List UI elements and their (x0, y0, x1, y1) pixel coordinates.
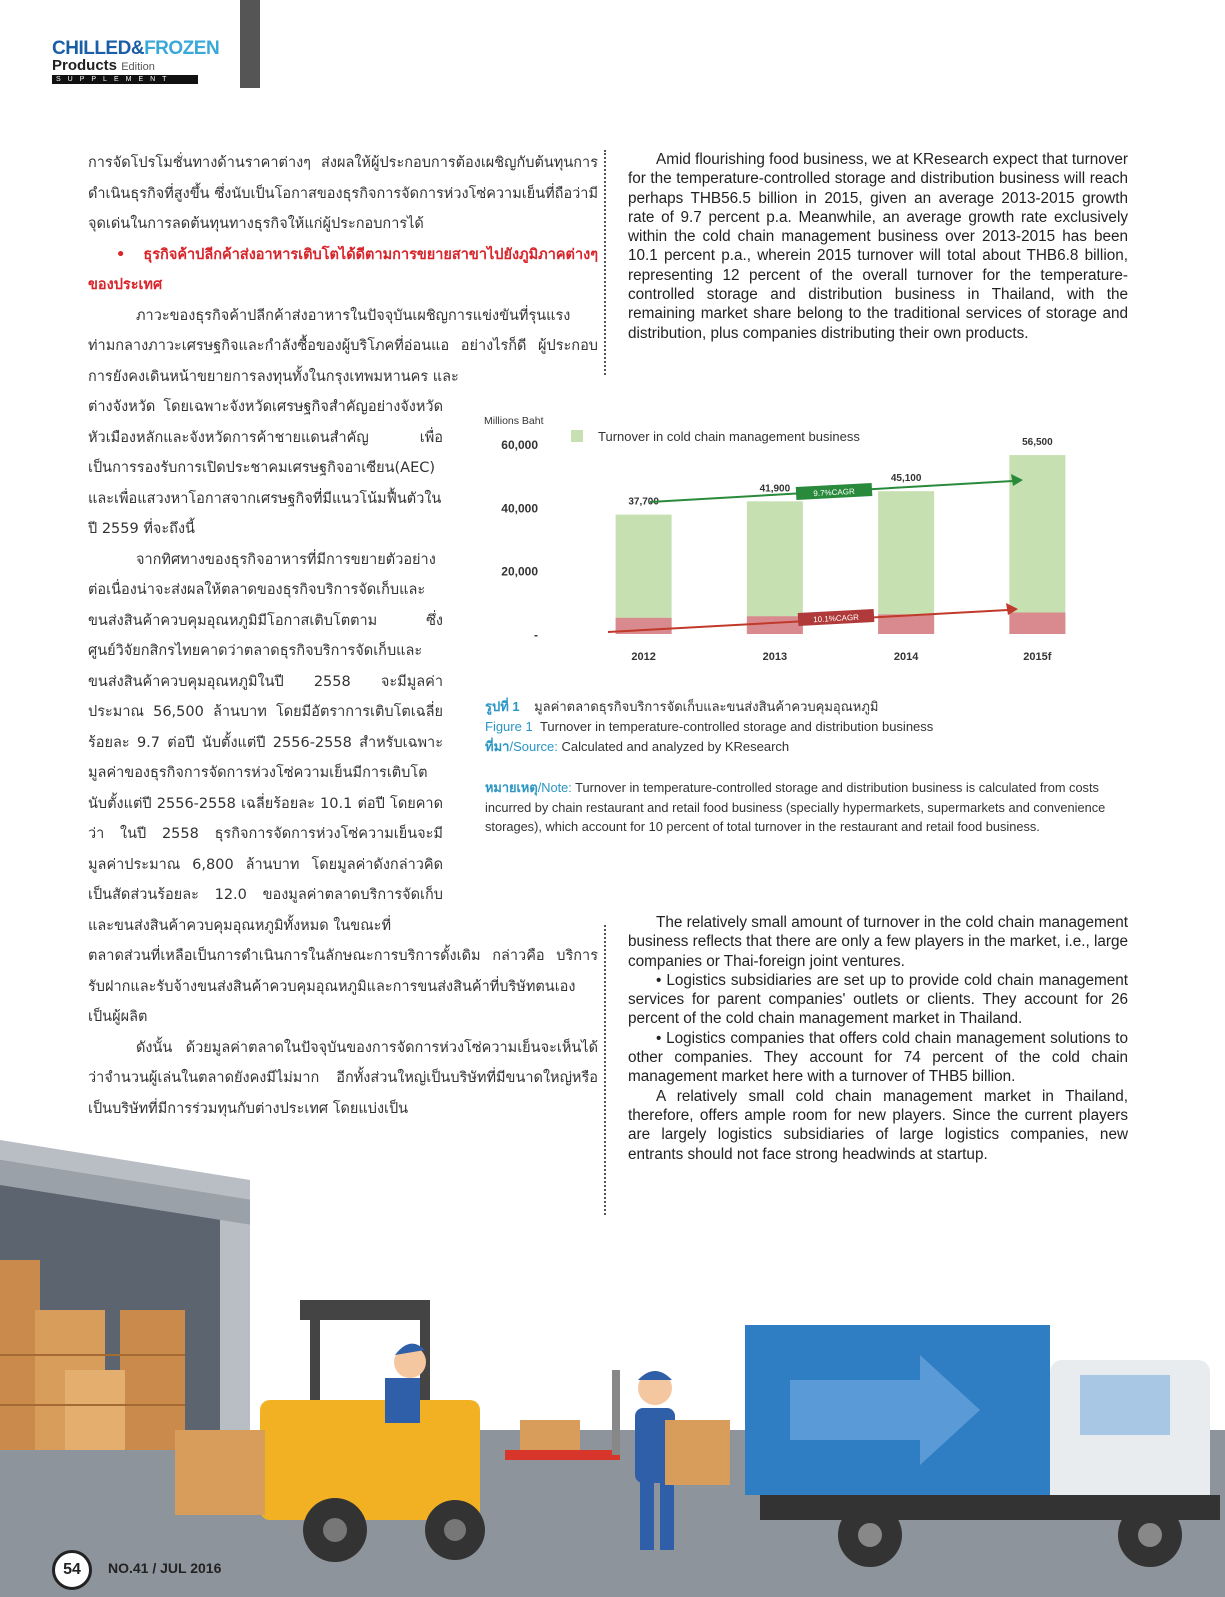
bar-cold-chain (747, 616, 803, 634)
source-label-en: /Source: (509, 739, 558, 754)
legend-swatch (571, 430, 583, 442)
caption-label-th: รูปที่ 1 (485, 699, 520, 714)
thai-paragraph: การจัดโปรโมชั่นทางด้านราคาต่างๆ ส่งผลให้ผู้ประกอบการต้องเผชิญกับต้นทุนการดำเนินธุรกิจที่สูงขึ้น ซึ่งนับเป็นโอกาสของธุรกิจการจัดการห่วงโซ่ความเย็นที่ถือว่ามีจุดเด่นในการลดต้นทุนทางธุรกิจให้แก่ผู้ประกอบการได้ (88, 155, 598, 232)
english-paragraph: The relatively small amount of turnover in the cold chain management business reflects that there are only a few players in the market, i.e., large companies or Thai-foreign joint ventures. (628, 914, 1128, 970)
english-paragraph: A relatively small cold chain management market in Thailand, therefore, offers ample room for new players. Since the current players are largely logistics subsidiaries of large logistics companies, new entrants should not face strong headwinds at startup. (628, 1087, 1128, 1163)
logo-supplement: SUPPLEMENT (52, 75, 198, 84)
logistics-illustration (0, 1140, 1225, 1597)
data-label: 45,100 (890, 473, 922, 485)
thai-paragraph: จากทิศทางของธุรกิจอาหารที่มีการขยายตัวอย่างต่อเนื่องน่าจะส่งผลให้ตลาดของธุรกิจบริการจัดเก็บและขนส่งสินค้าควบคุมอุณหภูมิมีโอกาสเติบโตตาม ซึ่งศูนย์วิจัยกสิกรไทยคาดว่าตลาดธุรกิจบริการจัดเก็บและขนส่งสินค้าควบคุมอุณหภูมิในปี 2558 จะมีมูลค่าประมาณ 56,500 ล้านบาท โดยมีอัตราการเติบโตเฉลี่ยร้อยละ 9.7 ต่อปี นับตั้งแต่ปี 2556-2558 สำหรับเฉพาะมูลค่าของธุรกิจการจัดการห่วงโซ่ความเย็นมีการเติบโตนับตั้งแต่ปี 2556-2558 เฉลี่ยร้อยละ 10.1 ต่อปี โดยคาดว่า ในปี 2558 ธุรกิจการจัดการห่วงโซ่ความเย็นจะมีมูลค่าประมาณ 6,800 ล้านบาท โดยมูลค่าดังกล่าวคิดเป็นสัดส่วนร้อยละ 12.0 ของมูลค่าตลาดบริการจัดเก็บและขนส่งสินค้าควบคุมอุณหภูมิทั้งหมด ในขณะที่ (88, 551, 443, 934)
magazine-logo (52, 38, 219, 84)
caption-text-th: มูลค่าตลาดธุรกิจบริการจัดเก็บและขนส่งสินค้าควบคุมอุณหภูมิ (534, 699, 879, 714)
bar-total (747, 501, 803, 634)
header-bar (240, 0, 260, 88)
caption-text-en: Turnover in temperature-controlled storage and distribution business (539, 719, 934, 734)
thai-paragraph: ภาวะของธุรกิจค้าปลีกค้าส่งอาหารในปัจจุบันเผชิญการแข่งขันที่รุนแรงท่ามกลางภาวะเศรษฐกิจและกำลังซื้อของผู้บริโภคที่อ่อนแอ อย่างไรก็ดี ผู้ประกอบการยังคงเดินหน้าขยายการลงทุนทั้งในกรุงเทพมหานคร และ (88, 307, 598, 385)
page-number: 54 (52, 1550, 92, 1590)
data-label: 41,900 (759, 483, 791, 495)
logo-subtitle: Products Edition (52, 57, 155, 74)
english-bullet: • Logistics companies that offers cold chain management solutions to other companies. They account for 74 percent of the cold chain management market here with a turnover of THB5 billion. (628, 1029, 1128, 1086)
figure-note (485, 778, 1125, 837)
y-tick-label: 60,000 (501, 438, 538, 452)
bar-total (616, 515, 672, 634)
bar-cold-chain (1009, 612, 1065, 634)
data-label: 56,500 (1022, 437, 1053, 449)
cagr-label-cold: 10.1%CAGR (812, 612, 860, 625)
figure-caption (485, 697, 1125, 757)
thai-paragraph: ต่างจังหวัด โดยเฉพาะจังหวัดเศรษฐกิจสำคัญอย่างจังหวัดหัวเมืองหลักและจังหวัดการค้าชายแดนสำคัญ เพื่อเป็นการรองรับการเปิดประชาคมเศรษฐกิจอาเซียน(AEC) และเพื่อแสวงหาโอกาสจากเศรษฐกิจที่มีแนวโน้มฟื้นตัวในปี 2559 ที่จะถึงนี้ (88, 399, 443, 537)
bar-total (878, 491, 934, 634)
source-label-th: ที่มา (485, 739, 510, 754)
turnover-bar-chart (478, 410, 1110, 680)
english-paragraph: Amid flourishing food business, we at KResearch expect that turnover for the temperature-controlled storage and distribution business will reach perhaps THB56.5 billion in 2015, given an average 2013-2015 growth rate of 9.7 percent p.a. Meanwhile, an average growth rate exclusively within the cold chain management business over 2013-2015 has been 10.1 percent p.a., wherein 2015 turnover will total about THB6.8 billion, representing 12 percent of the overall turnover for the temperature-controlled storage and distribution business in Thailand, with the remaining market share belong to the traditional services of storage and distribution, plus companies distributing their own products. (628, 151, 1128, 342)
caption-label-en: Figure 1 (485, 719, 533, 734)
thai-subheading: • ธุรกิจค้าปลีกค้าส่งอาหารเติบโตได้ดีตามการขยายสาขาไปยังภูมิภาคต่างๆ ของประเทศ (88, 246, 598, 293)
logo-title: CHILLED&FROZEN (52, 38, 220, 59)
thai-paragraph: ดังนั้น ด้วยมูลค่าตลาดในปัจจุบันของการจัดการห่วงโซ่ความเย็นจะเห็นได้ว่าจำนวนผู้เล่นในตลาดยังคงมีไม่มาก อีกทั้งส่วนใหญ่เป็นบริษัทที่มีขนาดใหญ่หรือเป็นบริษัทที่มีการร่วมทุนกับต่างประเทศ โดยแบ่งเป็น (88, 1039, 598, 1117)
source-text: Calculated and analyzed by KResearch (561, 739, 790, 754)
issue-label: NO.41 / JUL 2016 (108, 1560, 222, 1576)
note-label-th: หมายเหตุ (485, 780, 538, 795)
y-tick-label: 20,000 (501, 564, 538, 579)
english-bullet: • Logistics subsidiaries are set up to provide cold chain management services for parent companies' outlets or clients. They account for 26 percent of the cold chain management market in Thailand. (628, 971, 1128, 1028)
data-label: 37,700 (628, 496, 659, 508)
y-axis-label: Millions Baht (484, 415, 544, 427)
x-tick-label: 2015f (1023, 651, 1052, 663)
x-tick-label: 2013 (762, 651, 788, 663)
x-tick-label: 2012 (631, 651, 656, 663)
y-tick-label: - (534, 628, 538, 642)
y-tick-label: 40,000 (501, 501, 538, 516)
note-text: Turnover in temperature-controlled storage and distribution business is calculated from costs incurred by chain restaurant and retail food business (specially hypermarkets, supermarkets and convenience storages), which account for 10 percent of total turnover in the restaurant and retail food business. (485, 780, 1106, 834)
x-tick-label: 2014 (893, 651, 919, 663)
english-article-top (628, 150, 1128, 343)
note-label-en: /Note: (537, 780, 572, 795)
thai-paragraph: ตลาดส่วนที่เหลือเป็นการดำเนินการในลักษณะการบริการดั้งเดิม กล่าวคือ บริการรับฝากและรับจ้างขนส่งสินค้าควบคุมอุณหภูมิและการขนส่งสินค้าที่บริษัทตนเองเป็นผู้ผลิต (88, 948, 598, 1025)
legend-label: Turnover in cold chain management business (598, 429, 860, 444)
cagr-label-total: 9.7%CAGR (813, 486, 855, 499)
column-divider (604, 150, 606, 375)
english-article-bottom (628, 913, 1128, 1164)
